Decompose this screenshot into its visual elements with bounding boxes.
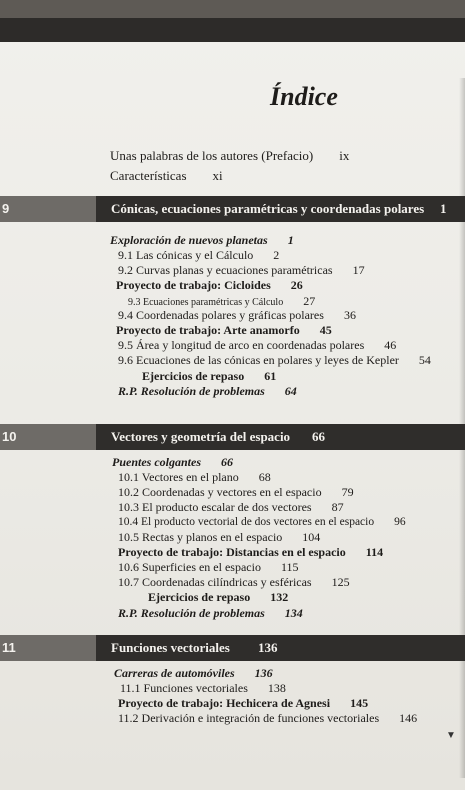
entry-text: 10.2 Coordenadas y vectores en el espacio xyxy=(118,485,322,499)
entry-page: 68 xyxy=(258,470,271,484)
book-page xyxy=(0,18,465,790)
entry-page: 104 xyxy=(302,530,321,544)
entry-text: 9.3 Ecuaciones paramétricas y Cálculo xyxy=(128,297,284,308)
entry-text: Proyecto de trabajo: Hechicera de Agnesi xyxy=(118,696,331,710)
section-entry xyxy=(118,560,299,574)
section-entry xyxy=(120,681,286,695)
entry-label: Unas palabras de los autores (Prefacio) xyxy=(110,148,314,163)
chevron-down-icon: ▼ xyxy=(446,730,456,741)
entry-page: 145 xyxy=(350,696,369,710)
project-entry xyxy=(116,278,303,292)
entry-text: 9.5 Área y longitud de arco en coordenadas polares xyxy=(118,338,365,352)
entry-page: 79 xyxy=(341,485,354,499)
chapter-number: 9 xyxy=(2,201,10,216)
page-title: Índice xyxy=(270,82,338,111)
entry-page: 132 xyxy=(270,590,289,604)
entry-page: 125 xyxy=(331,575,350,589)
chapter-number-block xyxy=(0,196,96,222)
entry-label: Características xyxy=(110,168,187,183)
section-entry xyxy=(118,575,350,589)
entry-text: R.P. Resolución de problemas xyxy=(118,606,265,620)
section-entry xyxy=(118,338,396,352)
chapter-opener xyxy=(114,666,273,680)
entry-page: 27 xyxy=(303,294,316,308)
entry-page: 64 xyxy=(284,384,297,398)
chapter-number: 10 xyxy=(2,429,17,444)
chapter-page: 1 xyxy=(440,201,447,216)
entry-text: Ejercicios de repaso xyxy=(148,590,251,604)
entry-text: Proyecto de trabajo: Arte anamorfo xyxy=(116,323,300,337)
entry-page: xi xyxy=(212,168,223,183)
entry-text: 10.5 Rectas y planos en el espacio xyxy=(118,530,283,544)
entry-text: Exploración de nuevos planetas xyxy=(110,233,268,247)
chapter-number: 11 xyxy=(2,640,16,655)
review-entry xyxy=(148,590,288,604)
entry-page: 61 xyxy=(264,369,277,383)
top-band xyxy=(0,18,465,42)
section-entry xyxy=(118,485,354,499)
entry-text: Proyecto de trabajo: Distancias en el espacio xyxy=(118,545,346,559)
entry-text: 9.4 Coordenadas polares y gráficas polares xyxy=(118,308,324,322)
entry-page: 136 xyxy=(254,666,273,680)
section-entry xyxy=(118,308,356,322)
entry-text: Proyecto de trabajo: Cicloides xyxy=(116,278,271,292)
entry-text: Ejercicios de repaso xyxy=(142,369,245,383)
section-entry xyxy=(118,248,279,262)
entry-page: 45 xyxy=(319,323,332,337)
entry-text: Puentes colgantes xyxy=(112,455,201,469)
project-entry xyxy=(118,696,368,710)
entry-text: R.P. Resolución de problemas xyxy=(118,384,265,398)
entry-page: 134 xyxy=(284,606,303,620)
intro-entry-preface xyxy=(110,148,349,164)
chapter-page: 136 xyxy=(258,640,278,655)
entry-text: 10.7 Coordenadas cilíndricas y esféricas xyxy=(118,575,312,589)
section-entry xyxy=(118,470,271,484)
entry-text: 10.4 El producto vectorial de dos vectores en el espacio xyxy=(118,516,375,528)
chapter-header-10 xyxy=(0,424,465,450)
entry-page: 2 xyxy=(273,248,280,262)
section-entry xyxy=(118,515,406,529)
entry-text: 10.3 El producto escalar de dos vectores xyxy=(118,500,312,514)
entry-page: 17 xyxy=(352,263,365,277)
chapter-title: Funciones vectoriales xyxy=(111,640,230,655)
section-entry xyxy=(118,500,344,514)
problems-entry xyxy=(118,384,297,398)
entry-page: 66 xyxy=(221,455,233,469)
entry-page: 54 xyxy=(418,353,431,367)
chapter-title: Vectores y geometría del espacio xyxy=(111,429,291,444)
entry-text: 11.2 Derivación e integración de funciones vectoriales xyxy=(118,711,380,725)
entry-text: 11.1 Funciones vectoriales xyxy=(120,681,248,695)
chapter-header-11 xyxy=(0,635,465,661)
chapter-header-9 xyxy=(0,196,465,222)
entry-page: 96 xyxy=(394,516,406,528)
entry-page: 87 xyxy=(331,500,344,514)
entry-page: 36 xyxy=(343,308,356,322)
chapter-opener xyxy=(110,233,294,247)
entry-page: 26 xyxy=(290,278,303,292)
entry-text: 10.6 Superficies en el espacio xyxy=(118,560,261,574)
section-entry xyxy=(118,530,320,544)
chapter-title: Cónicas, ecuaciones paramétricas y coordenadas polares xyxy=(111,201,425,216)
entry-text: 9.6 Ecuaciones de las cónicas en polares y leyes de Kepler xyxy=(118,353,399,367)
entry-page: 138 xyxy=(267,681,286,695)
entry-text: 9.1 Las cónicas y el Cálculo xyxy=(118,248,254,262)
entry-page: 1 xyxy=(287,233,294,247)
intro-entry-features xyxy=(110,168,223,184)
entry-text: 9.2 Curvas planas y ecuaciones paramétricas xyxy=(118,263,333,277)
project-entry xyxy=(118,545,383,559)
problems-entry xyxy=(118,606,303,620)
project-entry xyxy=(116,323,332,337)
chapter-page: 66 xyxy=(312,429,325,444)
entry-text: 10.1 Vectores en el plano xyxy=(118,470,239,484)
entry-page: ix xyxy=(339,148,350,163)
entry-page: 114 xyxy=(365,545,384,559)
entry-page: 146 xyxy=(399,711,418,725)
review-entry xyxy=(142,369,276,383)
section-entry xyxy=(118,263,365,277)
entry-text: Carreras de automóviles xyxy=(114,666,235,680)
entry-page: 115 xyxy=(280,560,299,574)
chapter-opener xyxy=(112,455,233,469)
section-entry xyxy=(118,711,417,725)
section-entry xyxy=(118,353,431,367)
entry-page: 46 xyxy=(384,338,397,352)
